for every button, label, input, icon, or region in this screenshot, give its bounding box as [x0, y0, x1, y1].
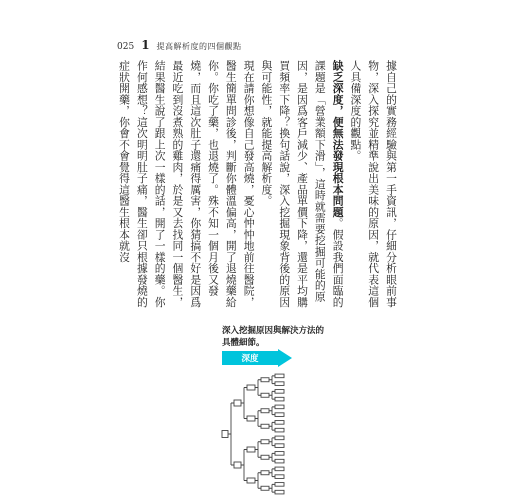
tree-node-box — [275, 444, 284, 448]
paragraph-3: 現在請你想像自己發高燒，憂心忡忡地前往醫院，醫生簡單問診後，判斷你體溫偏高，開了退燒藥給你。你吃了藥，也退燒了。殊不知一個月後又發燒，而且這次肚子還痛得厲害，你猜搞不好是因爲最近吃到沒煮熟的雞肉，於是又去找同一個醫生，結果醫生說了跟上次一樣的話，開了一樣的藥。你作何感想？這次明明肚子痛，醫生卻只根據發燒的症狀開藥，你會不會覺得這醫生根本就沒 — [118, 60, 256, 308]
tree-connector — [269, 453, 275, 461]
figure-caption-line-2: 具體細節。 — [222, 338, 265, 348]
tree-connector — [269, 438, 275, 446]
tree-connector — [255, 442, 261, 458]
tree-node-box — [247, 447, 255, 452]
tree-node-box — [275, 374, 284, 378]
tree-node-box — [234, 462, 241, 468]
figure-caption-line-1: 深入挖掘原因與解決方法的 — [222, 326, 325, 336]
tree-diagram — [222, 368, 300, 500]
tree-node-box — [247, 478, 255, 483]
tree-node-box — [261, 486, 269, 490]
tree-connector — [255, 473, 261, 489]
tree-node-box — [275, 421, 284, 425]
tree-node-box — [275, 467, 284, 471]
running-header — [117, 38, 242, 52]
emphasis-text: 缺乏深度，便無法發現根本問題 — [331, 60, 345, 218]
paragraph-1: 據自己的實務經驗與第一手資訊，仔細分析眼前事物，深入探究並精準說出美味的原因，就代表這個人具備深度的觀點。 — [349, 60, 398, 308]
tree-node-box — [275, 413, 284, 417]
body-text — [118, 60, 400, 314]
depth-arrow-label: 深度 — [241, 354, 259, 364]
tree-connector — [228, 403, 234, 465]
paragraph-2 — [258, 60, 347, 314]
tree-node-box — [275, 490, 284, 494]
tree-connector — [241, 388, 247, 419]
tree-node-box — [275, 475, 284, 479]
page-number: 025 — [117, 42, 135, 52]
tree-node-box — [222, 431, 228, 438]
tree-connector — [269, 376, 275, 384]
chapter-title: 提高解析度的四個觀點 — [156, 42, 242, 51]
tree-connector — [269, 391, 275, 399]
tree-structure — [222, 374, 284, 494]
tree-connector — [269, 469, 275, 477]
tree-node-box — [261, 455, 269, 459]
tree-node-box — [275, 459, 284, 463]
tree-connector — [269, 407, 275, 415]
tree-node-box — [261, 471, 269, 475]
tree-node-box — [234, 400, 241, 406]
tree-connector — [269, 422, 275, 430]
tree-connector — [255, 380, 261, 396]
tree-node-box — [275, 436, 284, 440]
tree-connector — [241, 450, 247, 481]
chapter-number: 1 — [141, 38, 150, 52]
tree-node-box — [275, 452, 284, 456]
tree-node-box — [275, 382, 284, 386]
tree-node-box — [275, 397, 284, 401]
tree-node-box — [261, 424, 269, 428]
tree-node-box — [275, 428, 284, 432]
tree-node-box — [261, 440, 269, 444]
tree-connector — [269, 484, 275, 492]
tree-node-box — [261, 393, 269, 397]
tree-node-box — [247, 416, 255, 421]
tree-node-box — [275, 483, 284, 487]
tree-node-box — [275, 405, 284, 409]
tree-node-box — [261, 378, 269, 382]
tree-node-box — [275, 390, 284, 394]
tree-node-box — [247, 385, 255, 390]
tree-connector — [255, 411, 261, 427]
paragraph-2-text: 。假設我們面臨的課題是「營業額下滑」，這時就需要挖掘可能的原因，是因爲客戶減少、產品單價下降，還是平均購買頻率下降？換句話說，深入挖掘現象背後的原因與可能性，就能提高解析度。 — [260, 60, 345, 308]
tree-node-box — [261, 409, 269, 413]
figure-caption — [222, 325, 324, 349]
